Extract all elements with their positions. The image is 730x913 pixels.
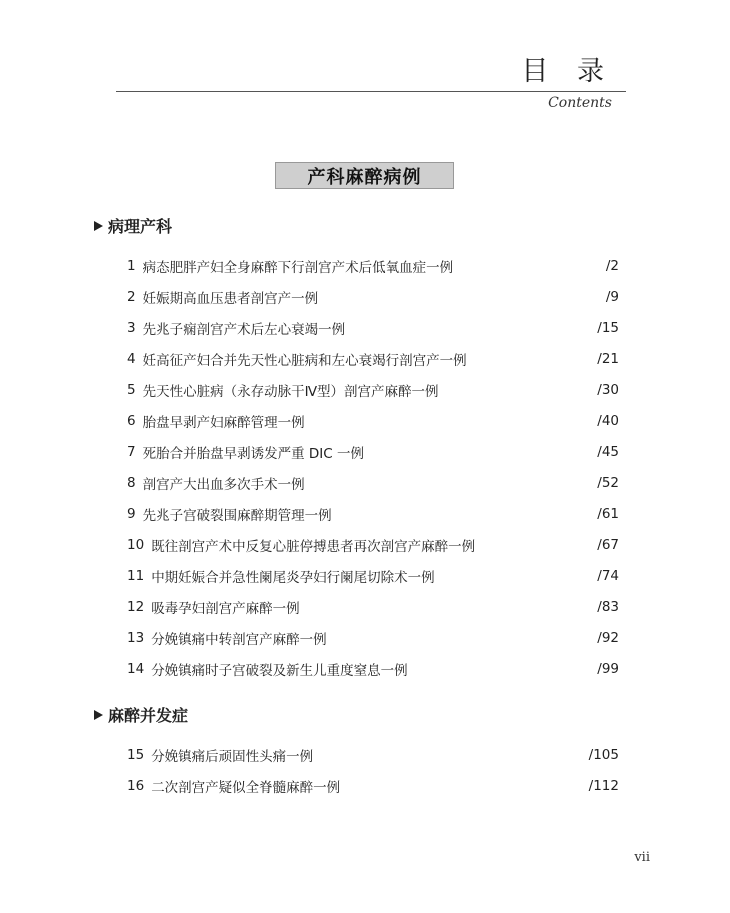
entry-number: 5 [127, 382, 136, 398]
toc-entry[interactable] [127, 318, 619, 338]
toc-entry[interactable] [127, 442, 619, 462]
section-heading [94, 703, 188, 726]
part-banner: 产科麻醉病例 [275, 162, 454, 189]
toc-entry[interactable] [127, 504, 619, 524]
entry-page: /21 [597, 351, 619, 367]
entry-number: 16 [127, 778, 145, 794]
toc-entry[interactable] [127, 535, 619, 555]
entry-title: 先兆子痫剖宫产术后左心衰竭一例 [142, 322, 346, 338]
entry-title: 先天性心脏病（永存动脉干Ⅳ型）剖宫产麻醉一例 [142, 384, 439, 400]
entry-number: 9 [127, 506, 136, 522]
entry-number: 3 [127, 320, 136, 336]
entry-number: 12 [127, 599, 145, 615]
toc-entry[interactable] [127, 628, 619, 648]
entry-number: 13 [127, 630, 145, 646]
entry-title: 分娩镇痛中转剖宫产麻醉一例 [151, 632, 327, 648]
entry-page: /67 [597, 537, 619, 553]
triangle-right-icon [94, 710, 103, 720]
entry-number: 8 [127, 475, 136, 491]
toc-entry[interactable] [127, 659, 619, 679]
entry-number: 4 [127, 351, 136, 367]
toc-entry[interactable] [127, 256, 619, 276]
entry-page: /99 [597, 661, 619, 677]
header-title: 目 录 [521, 56, 614, 87]
entry-title: 既往剖宫产术中反复心脏停搏患者再次剖宫产麻醉一例 [151, 539, 476, 555]
header-subtitle: Contents [548, 95, 612, 111]
entry-title: 死胎合并胎盘早剥诱发严重 DIC 一例 [142, 446, 364, 462]
toc-entry[interactable] [127, 287, 619, 307]
entry-page: /15 [597, 320, 619, 336]
toc-entry[interactable] [127, 349, 619, 369]
section-title: 病理产科 [108, 217, 173, 236]
entry-title: 剖宫产大出血多次手术一例 [142, 477, 305, 493]
entry-page: /52 [597, 475, 619, 491]
entry-page: /9 [605, 289, 619, 305]
toc-entry[interactable] [127, 380, 619, 400]
entry-number: 11 [127, 568, 145, 584]
entry-page: /61 [597, 506, 619, 522]
entry-page: /92 [597, 630, 619, 646]
entry-title: 妊娠期高血压患者剖宫产一例 [142, 291, 319, 307]
entry-page: /30 [597, 382, 619, 398]
entry-number: 14 [127, 661, 145, 677]
toc-entry[interactable] [127, 473, 619, 493]
entry-page: /112 [588, 778, 619, 794]
entry-page: /40 [597, 413, 619, 429]
toc-entry[interactable] [127, 745, 619, 765]
entry-title: 分娩镇痛时子宫破裂及新生儿重度窒息一例 [151, 663, 408, 679]
entry-page: /45 [597, 444, 619, 460]
entry-number: 10 [127, 537, 145, 553]
entry-number: 7 [127, 444, 136, 460]
entry-page: /2 [605, 258, 619, 274]
entry-title: 胎盘早剥产妇麻醉管理一例 [142, 415, 305, 431]
toc-entry[interactable] [127, 597, 619, 617]
entry-page: /74 [597, 568, 619, 584]
header-rule [116, 91, 626, 92]
toc-entry[interactable] [127, 411, 619, 431]
entry-title: 病态肥胖产妇全身麻醉下行剖宫产术后低氧血症一例 [142, 260, 454, 276]
toc-entry[interactable] [127, 566, 619, 586]
triangle-right-icon [94, 221, 103, 231]
toc-entry[interactable] [127, 776, 619, 796]
section-heading [94, 214, 172, 237]
entry-number: 1 [127, 258, 136, 274]
entry-title: 先兆子宫破裂围麻醉期管理一例 [142, 508, 332, 524]
entry-title: 中期妊娠合并急性阑尾炎孕妇行阑尾切除术一例 [151, 570, 435, 586]
entry-number: 6 [127, 413, 136, 429]
entry-page: /105 [588, 747, 619, 763]
entry-title: 妊高征产妇合并先天性心脏病和左心衰竭行剖宫产一例 [142, 353, 467, 369]
entry-page: /83 [597, 599, 619, 615]
entry-title: 二次剖宫产疑似全脊髓麻醉一例 [151, 780, 341, 796]
entry-number: 2 [127, 289, 136, 305]
entry-title: 吸毒孕妇剖宫产麻醉一例 [151, 601, 300, 617]
section-title: 麻醉并发症 [108, 706, 189, 725]
entry-number: 15 [127, 747, 145, 763]
page-folio: vii [634, 850, 650, 865]
entry-title: 分娩镇痛后顽固性头痛一例 [151, 749, 314, 765]
